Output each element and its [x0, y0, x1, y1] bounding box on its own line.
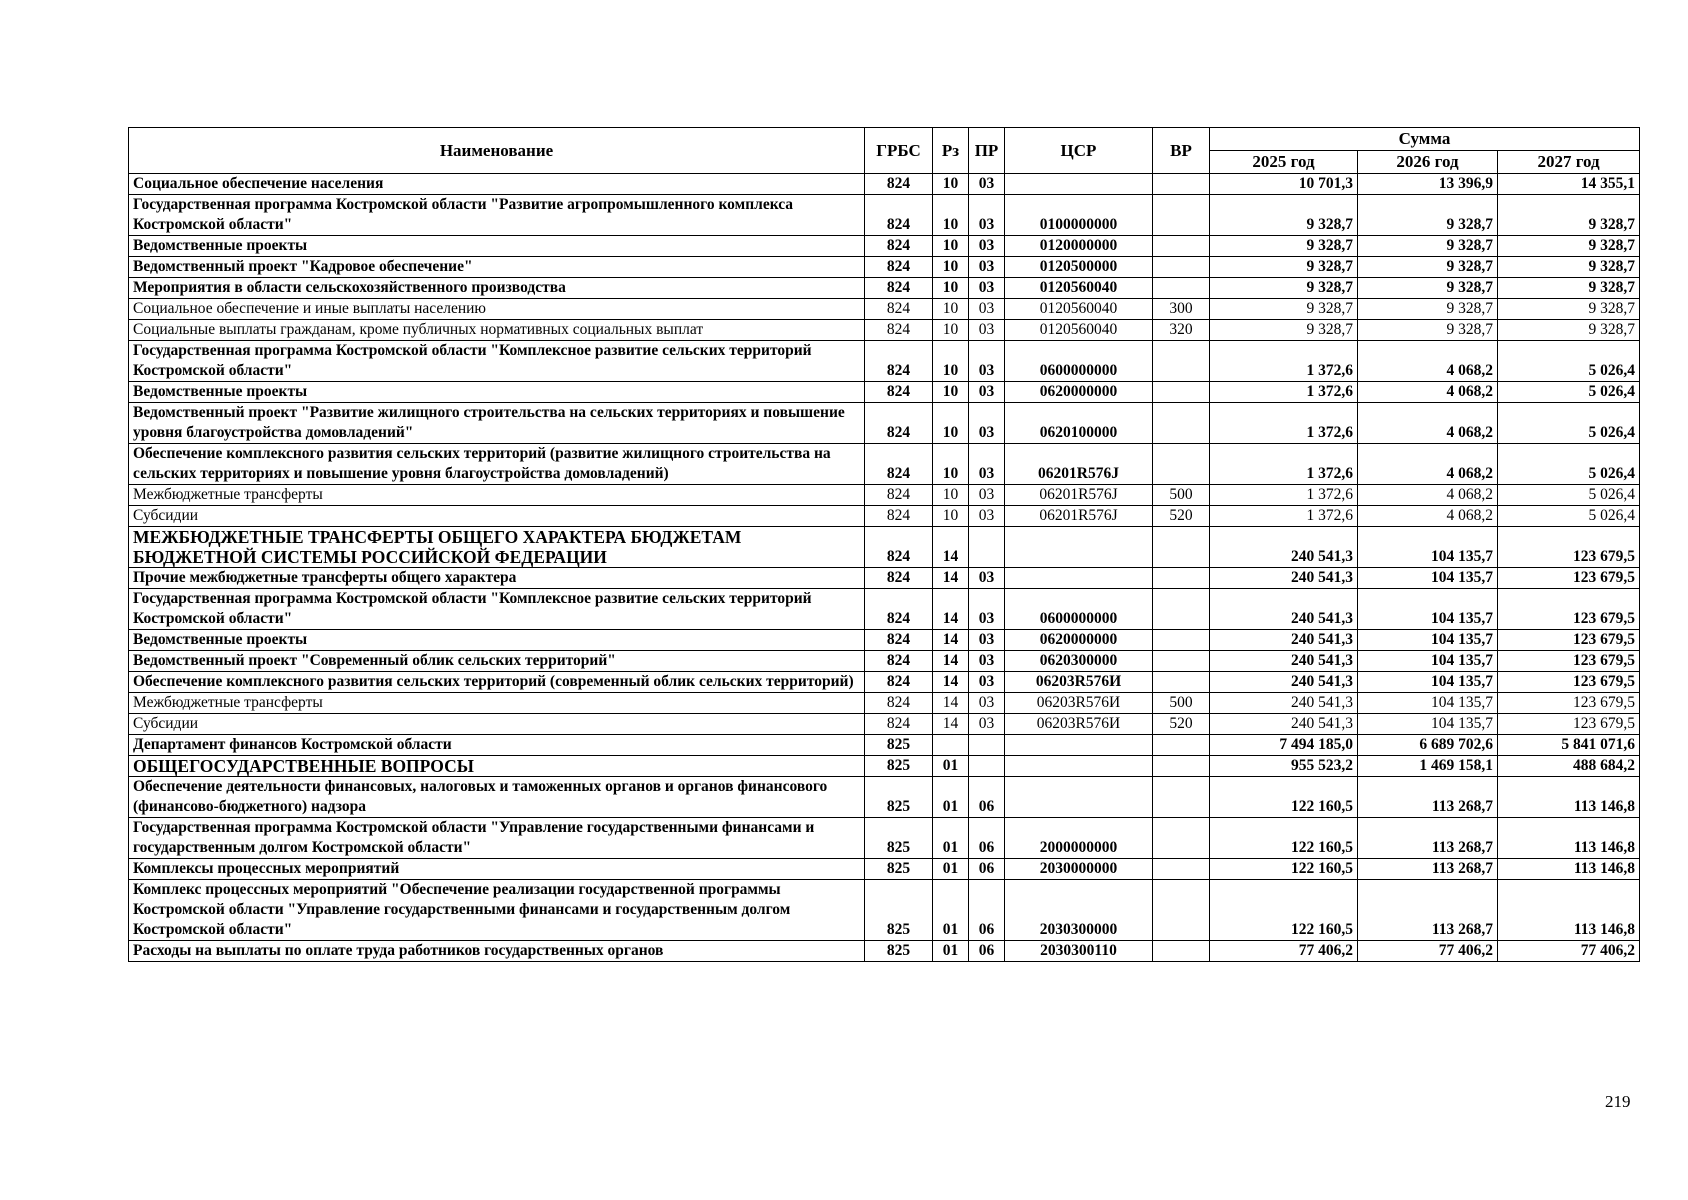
cell-csr: 06201R576J [1005, 485, 1153, 506]
cell-grbs: 824 [865, 320, 933, 341]
cell-grbs: 824 [865, 630, 933, 651]
cell-2025: 240 541,3 [1210, 568, 1358, 589]
cell-2026: 104 135,7 [1358, 714, 1498, 735]
cell-vr [1153, 236, 1210, 257]
cell-grbs: 825 [865, 756, 933, 777]
cell-grbs: 824 [865, 651, 933, 672]
cell-vr [1153, 195, 1210, 236]
cell-pr: 03 [969, 693, 1005, 714]
cell-rz: 10 [933, 444, 969, 485]
cell-name: Ведомственный проект "Развитие жилищного строительства на сельских территориях и повышение уровня благоустройства домовладений" [129, 403, 865, 444]
cell-name: Субсидии [129, 714, 865, 735]
cell-2026: 104 135,7 [1358, 589, 1498, 630]
cell-name: Обеспечение деятельности финансовых, налоговых и таможенных органов и органов финансового (финансово-бюджетного) надзора [129, 777, 865, 818]
cell-pr: 03 [969, 278, 1005, 299]
table-row [129, 236, 1640, 257]
table-row [129, 941, 1640, 962]
cell-grbs: 824 [865, 506, 933, 527]
cell-grbs: 824 [865, 257, 933, 278]
table-row [129, 278, 1640, 299]
cell-rz: 10 [933, 257, 969, 278]
cell-name: Расходы на выплаты по оплате труда работников государственных органов [129, 941, 865, 962]
cell-2025: 1 372,6 [1210, 382, 1358, 403]
cell-csr [1005, 568, 1153, 589]
cell-2027: 14 355,1 [1498, 174, 1640, 195]
cell-2025: 1 372,6 [1210, 506, 1358, 527]
cell-grbs: 824 [865, 693, 933, 714]
cell-2027: 5 026,4 [1498, 444, 1640, 485]
cell-pr: 06 [969, 818, 1005, 859]
table-row [129, 756, 1640, 777]
table-row [129, 257, 1640, 278]
cell-csr: 06203R576И [1005, 714, 1153, 735]
cell-grbs: 824 [865, 485, 933, 506]
cell-2025: 240 541,3 [1210, 693, 1358, 714]
cell-csr: 0100000000 [1005, 195, 1153, 236]
cell-rz: 01 [933, 941, 969, 962]
table-row [129, 714, 1640, 735]
cell-2027: 123 679,5 [1498, 693, 1640, 714]
cell-grbs: 824 [865, 714, 933, 735]
cell-2026: 113 268,7 [1358, 818, 1498, 859]
table-row [129, 818, 1640, 859]
cell-2027: 5 026,4 [1498, 382, 1640, 403]
cell-pr: 03 [969, 382, 1005, 403]
table-row [129, 859, 1640, 880]
cell-csr: 2000000000 [1005, 818, 1153, 859]
cell-2025: 1 372,6 [1210, 341, 1358, 382]
cell-2025: 9 328,7 [1210, 257, 1358, 278]
cell-name: Социальные выплаты гражданам, кроме публичных нормативных социальных выплат [129, 320, 865, 341]
table-row [129, 568, 1640, 589]
cell-rz: 14 [933, 651, 969, 672]
cell-grbs: 824 [865, 589, 933, 630]
header-vr: ВР [1153, 128, 1210, 174]
cell-name: Ведомственные проекты [129, 630, 865, 651]
cell-rz: 14 [933, 672, 969, 693]
cell-pr: 03 [969, 195, 1005, 236]
cell-name: Государственная программа Костромской области "Комплексное развитие сельских территорий Костромской области" [129, 589, 865, 630]
cell-pr: 03 [969, 299, 1005, 320]
cell-grbs: 824 [865, 299, 933, 320]
table-row [129, 444, 1640, 485]
cell-vr [1153, 527, 1210, 568]
cell-2025: 122 160,5 [1210, 859, 1358, 880]
cell-csr: 2030300000 [1005, 880, 1153, 941]
table-body [129, 174, 1640, 962]
table-row [129, 735, 1640, 756]
cell-2027: 123 679,5 [1498, 651, 1640, 672]
cell-pr [969, 756, 1005, 777]
header-rz: Рз [933, 128, 969, 174]
cell-grbs: 824 [865, 382, 933, 403]
cell-rz: 10 [933, 236, 969, 257]
cell-2027: 123 679,5 [1498, 630, 1640, 651]
cell-2027: 5 026,4 [1498, 485, 1640, 506]
cell-2026: 9 328,7 [1358, 278, 1498, 299]
cell-csr: 06201R576J [1005, 444, 1153, 485]
cell-name: Субсидии [129, 506, 865, 527]
cell-2026: 77 406,2 [1358, 941, 1498, 962]
cell-name: Прочие межбюджетные трансферты общего характера [129, 568, 865, 589]
cell-pr: 06 [969, 777, 1005, 818]
cell-2025: 240 541,3 [1210, 714, 1358, 735]
cell-2026: 9 328,7 [1358, 299, 1498, 320]
table-header [129, 128, 1640, 174]
cell-2027: 113 146,8 [1498, 818, 1640, 859]
cell-2026: 9 328,7 [1358, 257, 1498, 278]
cell-name: Межбюджетные трансферты [129, 485, 865, 506]
cell-name: Обеспечение комплексного развития сельских территорий (современный облик сельских территорий) [129, 672, 865, 693]
header-year-2025: 2025 год [1210, 151, 1358, 174]
header-csr: ЦСР [1005, 128, 1153, 174]
cell-rz: 10 [933, 320, 969, 341]
cell-rz: 14 [933, 568, 969, 589]
cell-rz: 14 [933, 693, 969, 714]
cell-2026: 4 068,2 [1358, 403, 1498, 444]
cell-vr [1153, 403, 1210, 444]
cell-name: МЕЖБЮДЖЕТНЫЕ ТРАНСФЕРТЫ ОБЩЕГО ХАРАКТЕРА БЮДЖЕТАМ БЮДЖЕТНОЙ СИСТЕМЫ РОССИЙСКОЙ ФЕДЕРАЦИИ [129, 527, 865, 568]
table-row [129, 672, 1640, 693]
cell-2025: 10 701,3 [1210, 174, 1358, 195]
cell-pr: 06 [969, 941, 1005, 962]
cell-vr [1153, 880, 1210, 941]
cell-pr: 03 [969, 485, 1005, 506]
cell-pr: 03 [969, 236, 1005, 257]
header-name: Наименование [129, 128, 865, 174]
cell-2025: 122 160,5 [1210, 880, 1358, 941]
cell-2027: 9 328,7 [1498, 320, 1640, 341]
cell-csr: 0120560040 [1005, 299, 1153, 320]
cell-name: Мероприятия в области сельскохозяйственного производства [129, 278, 865, 299]
cell-rz: 01 [933, 880, 969, 941]
cell-2025: 9 328,7 [1210, 236, 1358, 257]
table-row [129, 506, 1640, 527]
cell-pr: 03 [969, 444, 1005, 485]
cell-pr: 03 [969, 651, 1005, 672]
cell-rz: 10 [933, 278, 969, 299]
table-row [129, 320, 1640, 341]
cell-csr [1005, 756, 1153, 777]
cell-2027: 123 679,5 [1498, 589, 1640, 630]
cell-2025: 9 328,7 [1210, 299, 1358, 320]
cell-2025: 77 406,2 [1210, 941, 1358, 962]
cell-vr: 500 [1153, 693, 1210, 714]
table-row [129, 651, 1640, 672]
cell-rz: 14 [933, 714, 969, 735]
cell-vr [1153, 589, 1210, 630]
cell-vr [1153, 341, 1210, 382]
cell-2026: 113 268,7 [1358, 859, 1498, 880]
cell-csr: 0120560040 [1005, 320, 1153, 341]
cell-name: Социальное обеспечение и иные выплаты населению [129, 299, 865, 320]
cell-pr: 06 [969, 880, 1005, 941]
cell-2027: 123 679,5 [1498, 568, 1640, 589]
cell-name: Обеспечение комплексного развития сельских территорий (развитие жилищного строительства на сельских территориях и повышение уровня благоустройства домовладений) [129, 444, 865, 485]
header-year-2027: 2027 год [1498, 151, 1640, 174]
cell-rz: 10 [933, 174, 969, 195]
cell-2025: 9 328,7 [1210, 195, 1358, 236]
cell-csr: 2030300110 [1005, 941, 1153, 962]
cell-2027: 5 841 071,6 [1498, 735, 1640, 756]
cell-vr: 300 [1153, 299, 1210, 320]
cell-name: Государственная программа Костромской области "Развитие агропромышленного комплекса Костромской области" [129, 195, 865, 236]
cell-2025: 9 328,7 [1210, 278, 1358, 299]
cell-rz: 10 [933, 506, 969, 527]
budget-table-sheet [128, 127, 1639, 962]
cell-vr: 520 [1153, 714, 1210, 735]
cell-2026: 4 068,2 [1358, 382, 1498, 403]
header-pr: ПР [969, 128, 1005, 174]
cell-rz: 14 [933, 630, 969, 651]
cell-2026: 13 396,9 [1358, 174, 1498, 195]
cell-pr: 03 [969, 403, 1005, 444]
cell-pr: 03 [969, 568, 1005, 589]
budget-table [128, 127, 1640, 962]
cell-vr: 320 [1153, 320, 1210, 341]
cell-csr: 0620000000 [1005, 382, 1153, 403]
table-row [129, 589, 1640, 630]
table-row [129, 485, 1640, 506]
cell-2025: 122 160,5 [1210, 818, 1358, 859]
cell-2026: 1 469 158,1 [1358, 756, 1498, 777]
cell-grbs: 825 [865, 735, 933, 756]
cell-2026: 9 328,7 [1358, 195, 1498, 236]
cell-2027: 9 328,7 [1498, 278, 1640, 299]
cell-csr: 06203R576И [1005, 693, 1153, 714]
cell-2027: 113 146,8 [1498, 880, 1640, 941]
cell-csr: 0600000000 [1005, 589, 1153, 630]
cell-name: Межбюджетные трансферты [129, 693, 865, 714]
cell-pr: 03 [969, 589, 1005, 630]
cell-rz: 01 [933, 859, 969, 880]
cell-name: Департамент финансов Костромской области [129, 735, 865, 756]
cell-2025: 1 372,6 [1210, 485, 1358, 506]
cell-csr: 0600000000 [1005, 341, 1153, 382]
cell-vr [1153, 672, 1210, 693]
cell-name: Государственная программа Костромской области "Комплексное развитие сельских территорий Костромской области" [129, 341, 865, 382]
cell-rz: 01 [933, 818, 969, 859]
cell-csr [1005, 527, 1153, 568]
cell-name: Ведомственный проект "Кадровое обеспечение" [129, 257, 865, 278]
cell-rz: 10 [933, 341, 969, 382]
cell-2026: 9 328,7 [1358, 320, 1498, 341]
cell-csr [1005, 174, 1153, 195]
cell-name: Ведомственные проекты [129, 236, 865, 257]
cell-rz: 10 [933, 195, 969, 236]
cell-2026: 113 268,7 [1358, 777, 1498, 818]
cell-2025: 9 328,7 [1210, 320, 1358, 341]
cell-vr [1153, 382, 1210, 403]
cell-name: Комплекс процессных мероприятий "Обеспечение реализации государственной программы Костромской области "Управление государственными финансами и государственным долгом Костромской области" [129, 880, 865, 941]
table-row [129, 299, 1640, 320]
cell-grbs: 824 [865, 444, 933, 485]
cell-2026: 4 068,2 [1358, 341, 1498, 382]
table-row [129, 341, 1640, 382]
cell-csr [1005, 735, 1153, 756]
cell-2025: 240 541,3 [1210, 651, 1358, 672]
cell-2025: 7 494 185,0 [1210, 735, 1358, 756]
cell-rz: 10 [933, 403, 969, 444]
cell-vr [1153, 278, 1210, 299]
cell-2025: 122 160,5 [1210, 777, 1358, 818]
cell-vr [1153, 257, 1210, 278]
cell-pr: 03 [969, 174, 1005, 195]
cell-rz: 14 [933, 527, 969, 568]
cell-name: Ведомственные проекты [129, 382, 865, 403]
cell-rz: 14 [933, 589, 969, 630]
cell-2025: 240 541,3 [1210, 589, 1358, 630]
cell-grbs: 824 [865, 174, 933, 195]
table-row [129, 777, 1640, 818]
cell-rz: 01 [933, 756, 969, 777]
cell-grbs: 824 [865, 527, 933, 568]
cell-vr [1153, 444, 1210, 485]
table-row [129, 630, 1640, 651]
table-row [129, 527, 1640, 568]
cell-csr: 0120500000 [1005, 257, 1153, 278]
cell-csr: 06203R576И [1005, 672, 1153, 693]
cell-pr: 03 [969, 320, 1005, 341]
cell-2025: 240 541,3 [1210, 630, 1358, 651]
cell-2025: 240 541,3 [1210, 672, 1358, 693]
cell-vr: 520 [1153, 506, 1210, 527]
cell-rz: 10 [933, 382, 969, 403]
cell-csr: 0620300000 [1005, 651, 1153, 672]
cell-csr: 2030000000 [1005, 859, 1153, 880]
cell-vr [1153, 859, 1210, 880]
cell-2026: 104 135,7 [1358, 527, 1498, 568]
cell-pr: 03 [969, 714, 1005, 735]
header-grbs: ГРБС [865, 128, 933, 174]
cell-2026: 104 135,7 [1358, 568, 1498, 589]
cell-grbs: 825 [865, 880, 933, 941]
cell-2027: 9 328,7 [1498, 299, 1640, 320]
cell-2027: 9 328,7 [1498, 195, 1640, 236]
cell-2027: 9 328,7 [1498, 257, 1640, 278]
cell-csr [1005, 777, 1153, 818]
cell-2026: 9 328,7 [1358, 236, 1498, 257]
table-row [129, 195, 1640, 236]
cell-grbs: 825 [865, 818, 933, 859]
table-row [129, 403, 1640, 444]
cell-grbs: 824 [865, 403, 933, 444]
cell-grbs: 824 [865, 672, 933, 693]
cell-grbs: 825 [865, 941, 933, 962]
cell-2027: 77 406,2 [1498, 941, 1640, 962]
cell-csr: 0620000000 [1005, 630, 1153, 651]
cell-vr: 500 [1153, 485, 1210, 506]
cell-2027: 9 328,7 [1498, 236, 1640, 257]
table-row [129, 174, 1640, 195]
cell-pr [969, 527, 1005, 568]
cell-csr: 06201R576J [1005, 506, 1153, 527]
header-sum: Сумма [1210, 128, 1640, 151]
cell-2027: 123 679,5 [1498, 672, 1640, 693]
cell-rz [933, 735, 969, 756]
cell-2026: 4 068,2 [1358, 444, 1498, 485]
cell-2025: 1 372,6 [1210, 403, 1358, 444]
cell-vr [1153, 756, 1210, 777]
cell-pr: 03 [969, 341, 1005, 382]
cell-2025: 240 541,3 [1210, 527, 1358, 568]
cell-grbs: 824 [865, 341, 933, 382]
cell-grbs: 824 [865, 568, 933, 589]
cell-2025: 955 523,2 [1210, 756, 1358, 777]
cell-pr: 06 [969, 859, 1005, 880]
cell-name: Государственная программа Костромской области "Управление государственными финансами и государственным долгом Костромской области" [129, 818, 865, 859]
cell-2027: 113 146,8 [1498, 859, 1640, 880]
cell-csr: 0120560040 [1005, 278, 1153, 299]
cell-2027: 113 146,8 [1498, 777, 1640, 818]
cell-grbs: 824 [865, 195, 933, 236]
cell-2026: 6 689 702,6 [1358, 735, 1498, 756]
cell-2026: 4 068,2 [1358, 485, 1498, 506]
cell-name: ОБЩЕГОСУДАРСТВЕННЫЕ ВОПРОСЫ [129, 756, 865, 777]
cell-csr: 0120000000 [1005, 236, 1153, 257]
cell-2027: 123 679,5 [1498, 714, 1640, 735]
cell-pr [969, 735, 1005, 756]
cell-grbs: 825 [865, 859, 933, 880]
cell-name: Ведомственный проект "Современный облик сельских территорий" [129, 651, 865, 672]
cell-name: Социальное обеспечение населения [129, 174, 865, 195]
cell-2026: 104 135,7 [1358, 651, 1498, 672]
cell-rz: 10 [933, 485, 969, 506]
cell-2026: 4 068,2 [1358, 506, 1498, 527]
table-row [129, 382, 1640, 403]
cell-2026: 104 135,7 [1358, 630, 1498, 651]
cell-pr: 03 [969, 506, 1005, 527]
cell-csr: 0620100000 [1005, 403, 1153, 444]
cell-pr: 03 [969, 630, 1005, 651]
cell-2027: 123 679,5 [1498, 527, 1640, 568]
cell-2026: 104 135,7 [1358, 693, 1498, 714]
cell-vr [1153, 735, 1210, 756]
cell-rz: 10 [933, 299, 969, 320]
cell-name: Комплексы процессных мероприятий [129, 859, 865, 880]
cell-2026: 113 268,7 [1358, 880, 1498, 941]
cell-2027: 5 026,4 [1498, 506, 1640, 527]
cell-2026: 104 135,7 [1358, 672, 1498, 693]
cell-vr [1153, 630, 1210, 651]
cell-pr: 03 [969, 672, 1005, 693]
cell-2027: 5 026,4 [1498, 341, 1640, 382]
cell-vr [1153, 777, 1210, 818]
cell-2027: 5 026,4 [1498, 403, 1640, 444]
cell-grbs: 824 [865, 278, 933, 299]
cell-2027: 488 684,2 [1498, 756, 1640, 777]
cell-rz: 01 [933, 777, 969, 818]
page-number: 219 [1605, 1092, 1631, 1111]
header-year-2026: 2026 год [1358, 151, 1498, 174]
cell-vr [1153, 174, 1210, 195]
cell-vr [1153, 568, 1210, 589]
cell-2025: 1 372,6 [1210, 444, 1358, 485]
cell-pr: 03 [969, 257, 1005, 278]
table-row [129, 880, 1640, 941]
cell-vr [1153, 651, 1210, 672]
table-row [129, 693, 1640, 714]
cell-grbs: 824 [865, 236, 933, 257]
cell-grbs: 825 [865, 777, 933, 818]
cell-vr [1153, 818, 1210, 859]
cell-vr [1153, 941, 1210, 962]
